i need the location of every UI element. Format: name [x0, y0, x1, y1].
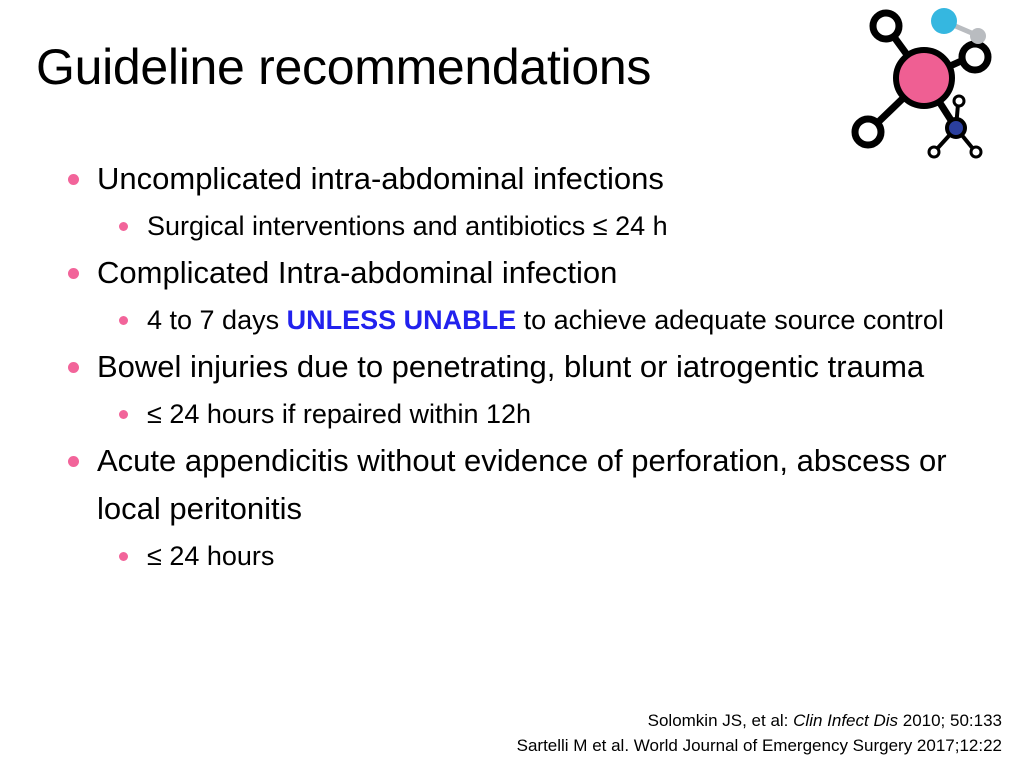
sub-bullet-text: ≤ 24 hours	[147, 541, 275, 571]
reference-line-2: Sartelli M et al. World Journal of Emergency Surgery 2017;12:22	[516, 736, 1002, 755]
slide-body	[52, 155, 962, 579]
bullet-icon	[68, 362, 79, 373]
reference-citations	[517, 708, 1002, 758]
list-item	[52, 437, 962, 579]
bullet-text: Complicated Intra-abdominal infection	[97, 255, 618, 290]
list-item	[52, 249, 962, 343]
bullet-icon	[119, 410, 128, 419]
reference-1-pre: Solomkin JS, et al:	[647, 711, 794, 730]
list-item	[97, 203, 962, 249]
list-item	[97, 297, 962, 343]
bullet-icon	[68, 174, 79, 185]
bullet-icon	[68, 456, 79, 467]
bullet-list	[52, 155, 962, 579]
sub-bullet-emphasis: UNLESS UNABLE	[286, 305, 517, 335]
sub-bullet-list	[97, 297, 962, 343]
bullet-icon	[119, 222, 128, 231]
sub-bullet-list	[97, 203, 962, 249]
sub-bullet-text-post: to achieve adequate source control	[516, 305, 944, 335]
bullet-text: Acute appendicitis without evidence of perforation, abscess or local peritonitis	[97, 443, 947, 526]
bullet-icon	[119, 552, 128, 561]
list-item	[97, 391, 962, 437]
sub-bullet-text: ≤ 24 hours if repaired within 12h	[147, 399, 532, 429]
bullet-icon	[68, 268, 79, 279]
reference-line-1	[517, 708, 1002, 733]
sub-bullet-text: Surgical interventions and antibiotics ≤ 24 h	[147, 211, 668, 241]
list-item	[52, 155, 962, 249]
list-item	[52, 343, 962, 437]
bullet-text: Uncomplicated intra-abdominal infections	[97, 161, 664, 196]
sub-bullet-text-pre: 4 to 7 days	[147, 305, 287, 335]
bullet-icon	[119, 316, 128, 325]
reference-1-journal: Clin Infect Dis	[793, 711, 899, 730]
page-title: Guideline recommendations	[36, 39, 652, 95]
bullet-text: Bowel injuries due to penetrating, blunt or iatrogentic trauma	[97, 349, 925, 384]
sub-bullet-list	[97, 391, 962, 437]
reference-1-post: 2010; 50:133	[898, 711, 1002, 730]
list-item	[97, 533, 962, 579]
sub-bullet-list	[97, 533, 962, 579]
